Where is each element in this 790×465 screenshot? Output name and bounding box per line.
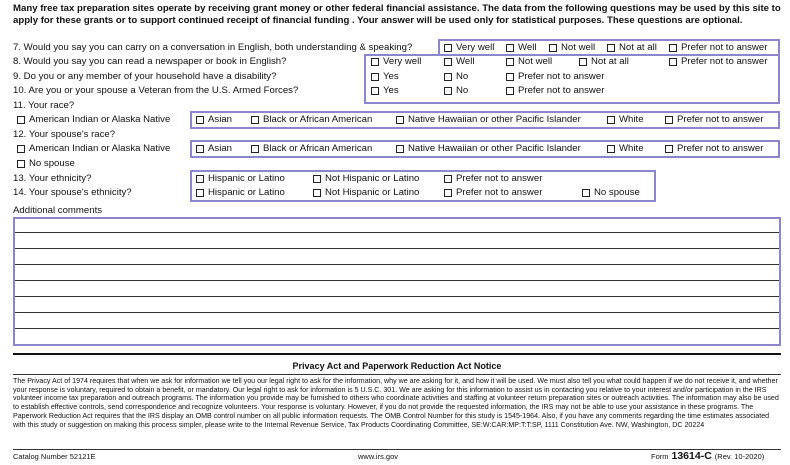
q7-option-not-at-all[interactable]: Not at all <box>607 42 657 54</box>
intro-text: Many free tax preparation sites operate by receiving grant money or other federal financial assistance. The data from the following questions may be used by this site to apply for these grants or to support continued receipt of financial funding . Your answer will be used only for statistical purposes. These questions are optional. <box>13 3 781 26</box>
q7-option-well[interactable]: Well <box>506 42 536 54</box>
q12-option-native-hawaiian[interactable]: Native Hawaiian or other Pacific Islander <box>396 143 581 155</box>
additional-comments-label: Additional comments <box>13 205 103 216</box>
q7-option-not-well[interactable]: Not well <box>549 42 595 54</box>
question-12-text: 12. Your spouse's race? <box>13 129 116 140</box>
q14-option-prefer-not[interactable]: Prefer not to answer <box>444 187 542 199</box>
question-14-text: 14. Your spouse's ethnicity? <box>13 187 132 198</box>
q14-option-hispanic[interactable]: Hispanic or Latino <box>196 187 285 199</box>
checkbox[interactable] <box>17 145 25 153</box>
catalog-number: Catalog Number 52121E <box>13 452 96 461</box>
q8-option-not-at-all[interactable]: Not at all <box>579 56 629 68</box>
highlight-frame-q11 <box>190 111 780 129</box>
q11-option-asian[interactable]: Asian <box>196 114 232 126</box>
website-link[interactable]: www.irs.gov <box>358 452 399 461</box>
q7-option-very-well[interactable]: Very well <box>444 42 494 54</box>
q8-option-well[interactable]: Well <box>444 56 474 68</box>
q11-option-white[interactable]: White <box>607 114 644 126</box>
q12-option-white[interactable]: White <box>607 143 644 155</box>
q12-option-no-spouse[interactable]: No spouse <box>17 158 75 170</box>
comment-line <box>15 328 779 329</box>
q11-option-black[interactable]: Black or African American <box>251 114 372 126</box>
q12-option-asian[interactable]: Asian <box>196 143 232 155</box>
form-id <box>651 450 764 462</box>
highlight-frame-q13-q14 <box>190 170 656 202</box>
form-revision: (Rev. 10-2020) <box>714 452 765 461</box>
q7-option-prefer-not[interactable]: Prefer not to answer <box>669 42 767 54</box>
q9-option-no[interactable]: No <box>444 71 468 83</box>
additional-comments-field[interactable] <box>13 217 781 346</box>
privacy-title: Privacy Act and Paperwork Reduction Act Notice <box>292 361 502 371</box>
q13-option-not-hispanic[interactable]: Not Hispanic or Latino <box>313 173 419 185</box>
q11-option-native-hawaiian[interactable]: Native Hawaiian or other Pacific Islander <box>396 114 581 126</box>
privacy-rule <box>13 374 781 375</box>
question-13-text: 13. Your ethnicity? <box>13 173 92 184</box>
comment-line <box>15 280 779 281</box>
q13-option-prefer-not[interactable]: Prefer not to answer <box>444 173 542 185</box>
comment-line <box>15 264 779 265</box>
q10-option-prefer-not[interactable]: Prefer not to answer <box>506 85 604 97</box>
form-prefix: Form <box>651 452 669 461</box>
checkbox[interactable] <box>17 116 25 124</box>
q8-option-not-well[interactable]: Not well <box>506 56 552 68</box>
checkbox[interactable] <box>17 160 25 168</box>
comment-line <box>15 296 779 297</box>
q8-option-prefer-not[interactable]: Prefer not to answer <box>669 56 767 68</box>
comment-line <box>15 232 779 233</box>
section-divider <box>13 353 781 355</box>
q11-option-prefer-not[interactable]: Prefer not to answer <box>665 114 763 126</box>
q8-option-very-well[interactable]: Very well <box>371 56 421 68</box>
q9-option-yes[interactable]: Yes <box>371 71 399 83</box>
q13-option-hispanic[interactable]: Hispanic or Latino <box>196 173 285 185</box>
q12-option-black[interactable]: Black or African American <box>251 143 372 155</box>
question-9-text: 9. Do you or any member of your household have a disability? <box>13 71 277 82</box>
comment-line <box>15 312 779 313</box>
question-8-text: 8. Would you say you can read a newspaper or book in English? <box>13 56 287 67</box>
privacy-text: The Privacy Act of 1974 requires that when we ask for information we tell you our legal right to ask for the information, why we are asking for it, and how it will be used. We must also tell you what could happen if we do not receive it, and whether your response is voluntary, required to obtain a benefit, or mandatory. Our legal right to ask for information is 5 U.S.C. 301. We are asking for this information to assist us in contacting you relative to your interest and/or participation in the IRS volunteer income tax preparation and outreach programs. The information you provide may be furnished to others who coordinate activities and staffing at volunteer return preparation sites or outreach activities. The information may also be used to establish effective controls, send correspondence and recognize volunteers. Your response is voluntary. However, if you do not provide the requested information, the IRS may not be able to use your assistance in these programs. The Paperwork Reduction Act requires that the IRS display an OMB control number on all public information requests. The OMB Control Number for this study is 1545-1964. Also, if you have any comments regarding the time estimates associated with this study or suggestion on making this process simpler, please write to the Internal Revenue Service, Tax Products Coordinating Committee, SE:W:CAR:MP:T:T:SP, 1111 Constitution Ave. NW, Washington, DC 20224 <box>13 377 779 429</box>
question-10-text: 10. Are you or your spouse a Veteran from the U.S. Armed Forces? <box>13 85 299 96</box>
q11-option-american-indian[interactable]: American Indian or Alaska Native <box>17 114 170 126</box>
highlight-frame-q12 <box>190 140 780 158</box>
highlight-frame-q8-q10 <box>364 54 780 104</box>
q14-option-no-spouse[interactable]: No spouse <box>582 187 640 199</box>
question-7-text: 7. Would you say you can carry on a conversation in English, both understanding & speaking? <box>13 42 413 53</box>
q9-option-prefer-not[interactable]: Prefer not to answer <box>506 71 604 83</box>
q10-option-no[interactable]: No <box>444 85 468 97</box>
q14-option-not-hispanic[interactable]: Not Hispanic or Latino <box>313 187 419 199</box>
question-11-text: 11. Your race? <box>13 100 75 111</box>
form-number: 13614-C <box>671 450 712 462</box>
comment-line <box>15 248 779 249</box>
q12-option-american-indian[interactable]: American Indian or Alaska Native <box>17 143 170 155</box>
q10-option-yes[interactable]: Yes <box>371 85 399 97</box>
q12-option-prefer-not[interactable]: Prefer not to answer <box>665 143 763 155</box>
